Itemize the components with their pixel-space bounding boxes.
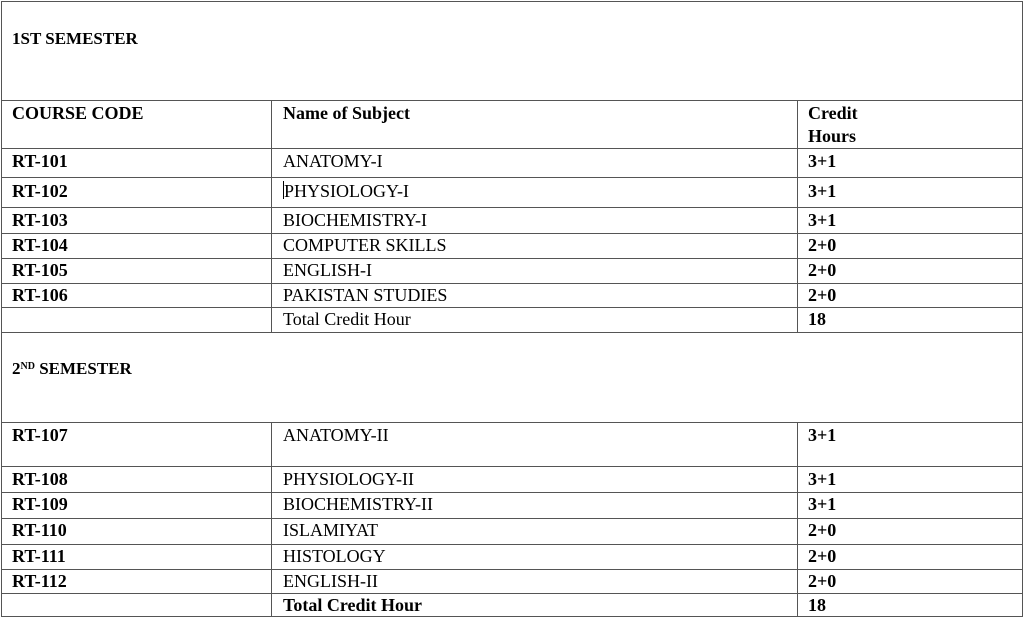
row-divider (1, 422, 1023, 423)
credit-hours: 3+1 (808, 181, 837, 201)
semester-1-heading: 1ST SEMESTER (12, 29, 138, 48)
subject-name: ENGLISH-I (283, 260, 372, 280)
semester-2-number: 2 (12, 359, 21, 378)
column-divider (271, 422, 272, 617)
course-code: RT-108 (12, 469, 68, 489)
credit-hours: 3+1 (808, 210, 837, 230)
subject-name: ENGLISH-II (283, 571, 378, 591)
row-divider (1, 492, 1023, 493)
credit-hours: 2+0 (808, 235, 837, 255)
total-credit-value: 18 (808, 595, 826, 615)
row-divider (1, 466, 1023, 467)
course-code: RT-103 (12, 210, 68, 230)
subject-name: ISLAMIYAT (283, 520, 379, 540)
row-divider (1, 307, 1023, 308)
subject-name: HISTOLOGY (283, 546, 386, 566)
credit-hours: 2+0 (808, 285, 837, 305)
row-divider (1, 100, 1023, 101)
row-divider (1, 283, 1023, 284)
total-credit-label: Total Credit Hour (283, 595, 423, 615)
credit-hours: 2+0 (808, 260, 837, 280)
total-credit-label: Total Credit Hour (283, 309, 411, 329)
header-course-code: COURSE CODE (12, 103, 144, 123)
document-frame (1, 1, 1023, 617)
subject-name: PAKISTAN STUDIES (283, 285, 448, 305)
credit-hours: 3+1 (808, 425, 837, 445)
column-divider (271, 100, 272, 332)
course-code: RT-109 (12, 494, 68, 514)
column-divider (797, 100, 798, 332)
row-divider (1, 544, 1023, 545)
subject-name: COMPUTER SKILLS (283, 235, 447, 255)
row-divider (1, 177, 1023, 178)
course-code: RT-101 (12, 151, 68, 171)
subject-name: BIOCHEMISTRY-I (283, 210, 428, 230)
credit-hours: 3+1 (808, 494, 837, 514)
course-code: RT-105 (12, 260, 68, 280)
subject-name: ANATOMY-II (283, 425, 389, 445)
row-divider (1, 258, 1023, 259)
row-divider (1, 233, 1023, 234)
row-divider (1, 518, 1023, 519)
semester-2-heading (12, 358, 132, 379)
subject-name: PHYSIOLOGY-I (284, 181, 409, 201)
credit-hours: 2+0 (808, 520, 837, 540)
row-divider (1, 207, 1023, 208)
header-subject-name: Name of Subject (283, 103, 410, 123)
course-code: RT-107 (12, 425, 68, 445)
credit-hours: 2+0 (808, 546, 837, 566)
header-credit-hours-line2: Hours (808, 126, 857, 146)
row-divider (1, 569, 1023, 570)
semester-2-label: SEMESTER (34, 359, 132, 378)
semester-2-ordinal-suffix: ND (20, 361, 35, 372)
subject-name: PHYSIOLOGY-II (283, 469, 414, 489)
row-divider (1, 593, 1023, 594)
subject-name: ANATOMY-I (283, 151, 383, 171)
course-code: RT-102 (12, 181, 68, 201)
course-code: RT-106 (12, 285, 68, 305)
credit-hours: 3+1 (808, 469, 837, 489)
row-divider (1, 148, 1023, 149)
column-divider (797, 422, 798, 617)
header-credit-hours-line1: Credit (808, 103, 858, 123)
course-code: RT-110 (12, 520, 67, 540)
subject-name: BIOCHEMISTRY-II (283, 494, 434, 514)
course-code: RT-111 (12, 546, 66, 566)
total-credit-value: 18 (808, 309, 826, 329)
credit-hours: 3+1 (808, 151, 837, 171)
row-divider (1, 332, 1023, 333)
credit-hours: 2+0 (808, 571, 837, 591)
course-code: RT-112 (12, 571, 67, 591)
course-code: RT-104 (12, 235, 68, 255)
